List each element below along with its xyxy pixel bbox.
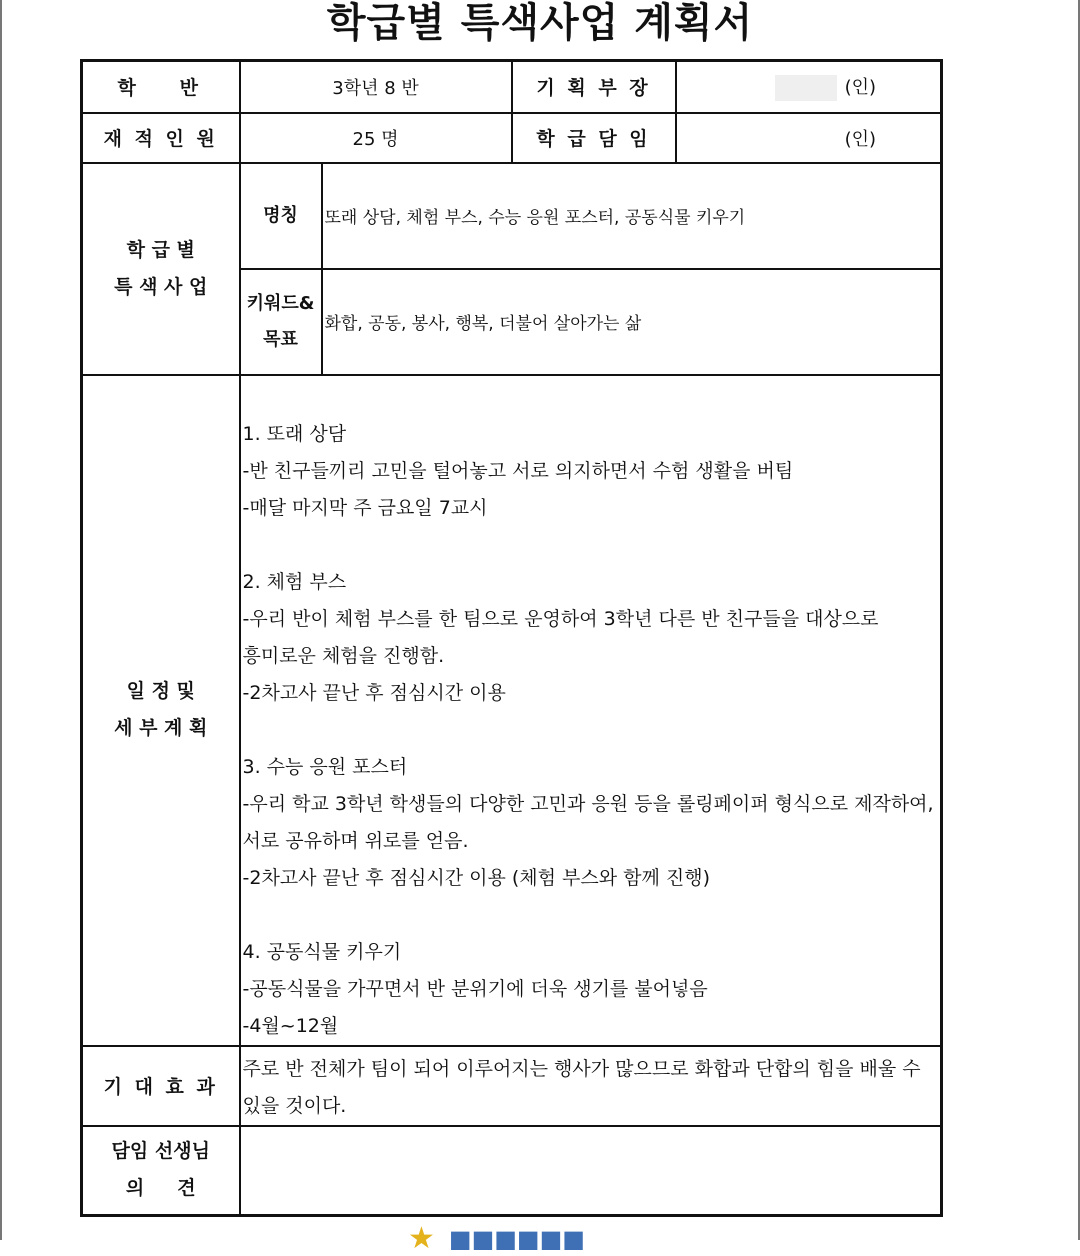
keyword-label-line2: 목표 (263, 328, 298, 350)
star-icon: ★ (408, 1221, 435, 1256)
schedule-item-title: 4. 공동식물 키우기 (242, 940, 402, 963)
class-label: 학 반 (82, 61, 240, 113)
opinion-label-line2: 의 견 (125, 1177, 196, 1200)
program-label (82, 163, 240, 375)
effect-row (82, 1046, 942, 1126)
name-label: 명칭 (240, 163, 322, 269)
footer-logo (408, 1221, 648, 1256)
document-title: 학급별 특색사업 계획서 (326, 0, 754, 46)
name-value: 또래 상담, 체험 부스, 수능 응원 포스터, 공동식물 키우기 (322, 163, 942, 269)
spacer (243, 897, 939, 934)
opinion-label (82, 1126, 240, 1216)
schedule-item-line: -공동식물을 가꾸면서 반 분위기에 더욱 생기를 불어넣음 (242, 977, 708, 1000)
schedule-item-title: 2. 체험 부스 (242, 570, 347, 593)
school-name-cropped: ■■■■■■ (448, 1225, 585, 1253)
schedule-item-line: -4월~12월 (242, 1014, 339, 1037)
planning-head-seal: (인) (844, 76, 877, 98)
planning-head-label: 기 획 부 장 (512, 61, 676, 113)
spacer (243, 712, 939, 749)
spacer (243, 527, 939, 564)
homeroom-seal: (인) (676, 113, 942, 163)
opinion-label-line1: 담임 선생님 (111, 1140, 210, 1163)
program-label-line2: 특 색 사 업 (114, 275, 208, 298)
schedule-item-line: -우리 학교 3학년 학생들의 다양한 고민과 응원 등을 롤링페이퍼 형식으로 제작하여, 서로 공유하며 위로를 얻음. (242, 792, 934, 852)
class-value: 3학년 8 반 (240, 61, 512, 113)
class-row (82, 61, 942, 113)
schedule-label (82, 375, 240, 1046)
schedule-item-line: -2차고사 끝난 후 점심시간 이용 (242, 681, 506, 704)
opinion-row (82, 1126, 942, 1216)
effect-label: 기 대 효 과 (82, 1046, 240, 1126)
enrollment-row (82, 113, 942, 163)
schedule-item-line: -우리 반이 체험 부스를 한 팀으로 운영하여 3학년 다른 반 친구들을 대상으로 흥미로운 체험을 진행함. (242, 607, 879, 667)
homeroom-label: 학 급 담 임 (512, 113, 676, 163)
enrollment-value: 25 명 (240, 113, 512, 163)
planning-head-cell (676, 61, 942, 113)
effect-text: 주로 반 전체가 팀이 되어 이루어지는 행사가 많으므로 화합과 단합의 힘을 배울 수 있을 것이다. (240, 1046, 942, 1126)
schedule-item-title: 1. 또래 상담 (242, 422, 347, 445)
enrollment-label: 재 적 인 원 (82, 113, 240, 163)
schedule-item-line: -반 친구들끼리 고민을 털어놓고 서로 의지하면서 수험 생활을 버팀 (242, 459, 794, 482)
schedule-detail (240, 375, 942, 1046)
opinion-text (240, 1126, 942, 1216)
keyword-label (240, 269, 322, 375)
program-label-line1: 학 급 별 (126, 238, 195, 261)
schedule-label-line2: 세 부 계 획 (114, 717, 208, 739)
keyword-label-line1: 키워드& (246, 292, 315, 314)
keyword-value: 화합, 공동, 봉사, 행복, 더불어 살아가는 삶 (322, 269, 942, 375)
plan-table (80, 59, 943, 1217)
redacted-name (775, 75, 837, 101)
program-name-row (82, 163, 942, 269)
schedule-row (82, 375, 942, 1046)
schedule-item-line: -2차고사 끝난 후 점심시간 이용 (체험 부스와 함께 진행) (242, 866, 711, 889)
schedule-item-line: -매달 마지막 주 금요일 7교시 (242, 496, 488, 519)
schedule-item-title: 3. 수능 응원 포스터 (242, 755, 408, 778)
schedule-label-line1: 일 정 및 (126, 680, 195, 702)
